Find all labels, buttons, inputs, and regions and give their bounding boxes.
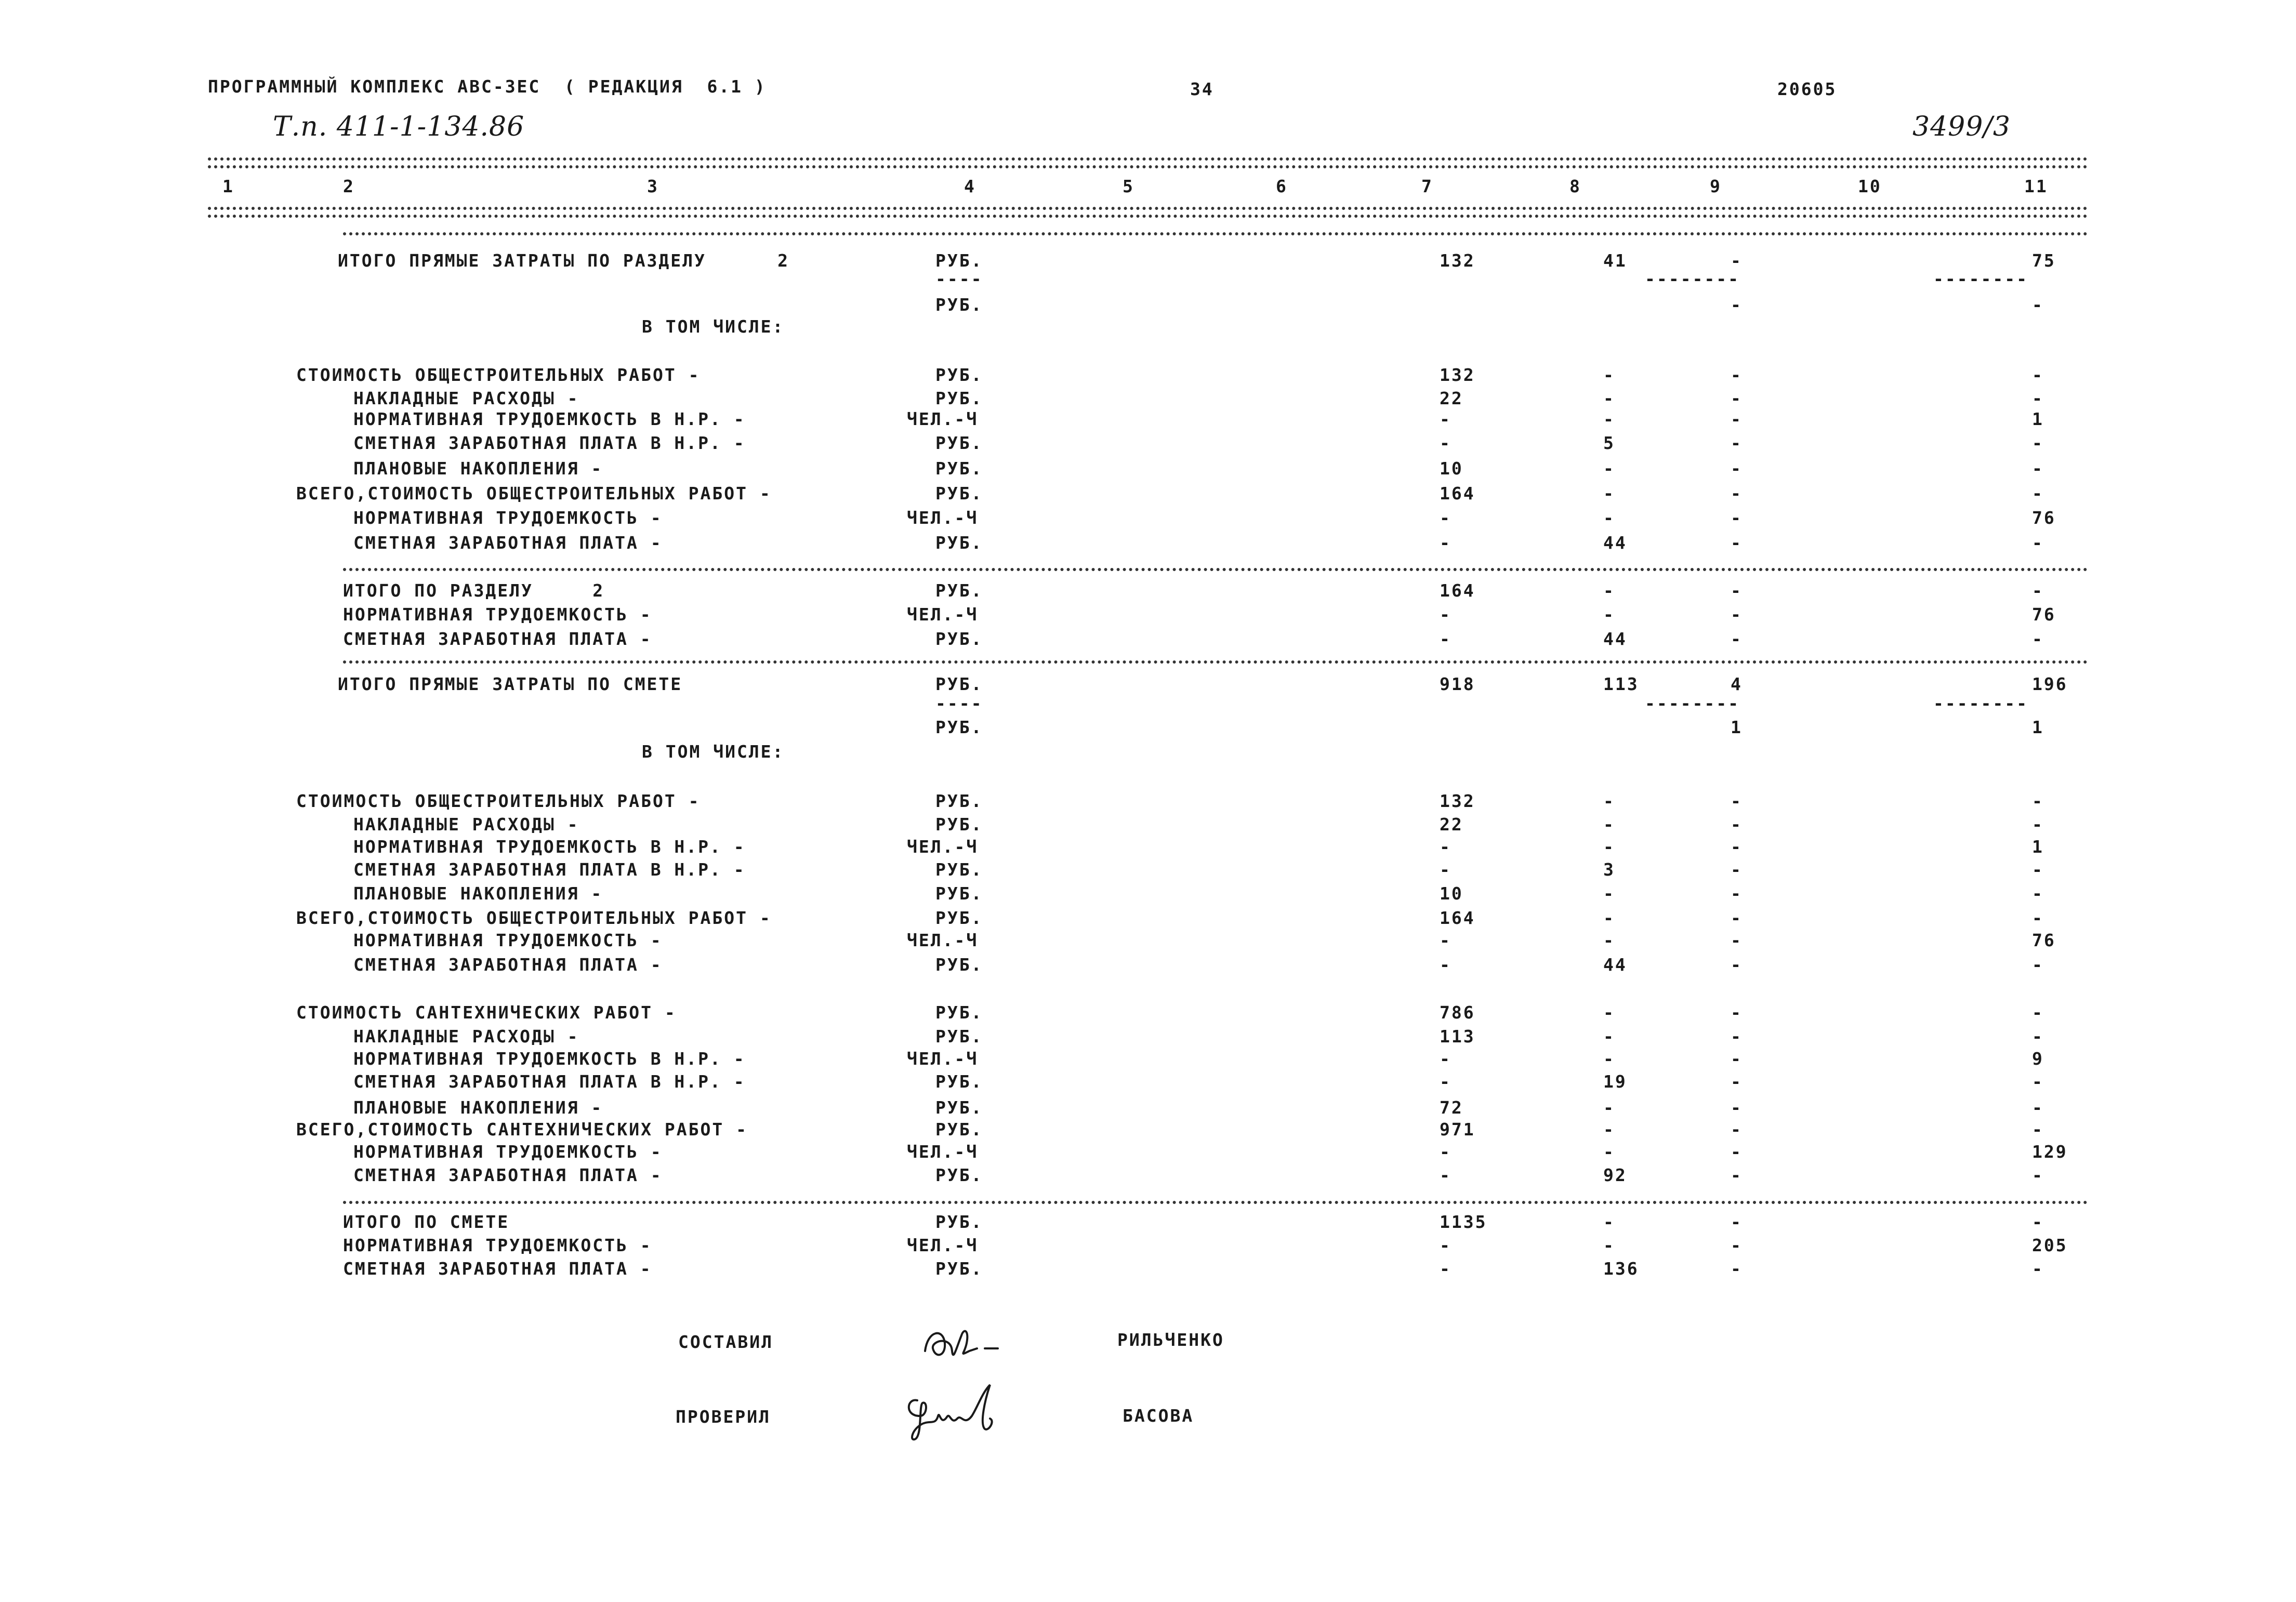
- row-col7-value: 1135: [1440, 1212, 1487, 1232]
- row-col11-value: -: [2032, 629, 2044, 649]
- column-header-1: 1: [222, 176, 234, 196]
- row-col7-value: 164: [1440, 908, 1475, 928]
- row-unit: РУБ.: [935, 791, 983, 811]
- checker-signature: [899, 1380, 1019, 1449]
- row-col9-value: 1: [1731, 717, 1743, 737]
- row-col9-value: -: [1731, 458, 1743, 479]
- row-unit: РУБ.: [935, 1002, 983, 1023]
- row-col9-value: -: [1731, 930, 1743, 950]
- row-col9-value: -: [1731, 883, 1743, 904]
- row-unit: РУБ.: [935, 580, 983, 601]
- row-col7-value: 786: [1440, 1002, 1475, 1023]
- row-col9-value: -: [1731, 533, 1743, 553]
- row-col8-value: 44: [1603, 955, 1627, 975]
- row-col7-value: -: [1440, 930, 1452, 950]
- row-unit: ЧЕЛ.-Ч: [907, 837, 979, 857]
- row-unit: ЧЕЛ.-Ч: [907, 930, 979, 950]
- row-label: ИТОГО ПО СМЕТЕ: [343, 1212, 510, 1232]
- row-col9-value: -: [1731, 604, 1743, 625]
- row-unit: РУБ.: [935, 533, 983, 553]
- row-col9-value: -: [1731, 1002, 1743, 1023]
- row-col11-value: -: [2032, 1097, 2044, 1118]
- row-label: НОРМАТИВНАЯ ТРУДОЕМКОСТЬ В Н.Р. -: [353, 409, 746, 429]
- row-col8-value: -: [1603, 365, 1615, 385]
- row-label: В ТОМ ЧИСЛЕ:: [642, 742, 785, 762]
- row-col7-value: -: [1440, 533, 1452, 553]
- row-col8-value: 113: [1603, 674, 1639, 694]
- row-label: СМЕТНАЯ ЗАРАБОТНАЯ ПЛАТА -: [343, 1259, 652, 1279]
- row-col9-value: -: [1731, 629, 1743, 649]
- row-col8-value: -: [1603, 483, 1615, 504]
- checked-label: ПРОВЕРИЛ: [676, 1407, 771, 1427]
- row-col11-value: 76: [2032, 604, 2056, 625]
- row-col8-value: -: [1603, 388, 1615, 408]
- document-number: 3499/3: [1912, 111, 2011, 142]
- row-col7-value: -: [1440, 604, 1452, 625]
- row-col7-value: 10: [1440, 883, 1463, 904]
- row-col9-value: -: [1731, 433, 1743, 453]
- column-header-5: 5: [1123, 176, 1134, 196]
- row-col9-value: -: [1731, 1071, 1743, 1092]
- row-col7-value: 971: [1440, 1119, 1475, 1140]
- compiler-signature: [920, 1320, 1019, 1369]
- row-unit: РУБ.: [935, 674, 983, 694]
- row-label: СМЕТНАЯ ЗАРАБОТНАЯ ПЛАТА В Н.Р. -: [353, 859, 746, 880]
- row-label: НОРМАТИВНАЯ ТРУДОЕМКОСТЬ -: [343, 1235, 652, 1255]
- row-col9-value: -: [1731, 508, 1743, 528]
- row-col11-value: 1: [2032, 717, 2044, 737]
- row-unit: РУБ.: [935, 250, 983, 271]
- row-col11-value: -: [2032, 295, 2044, 315]
- row-col8-value: 44: [1603, 629, 1627, 649]
- checked-name: БАСОВА: [1123, 1406, 1194, 1426]
- row-col8-value: -: [1603, 1026, 1615, 1047]
- row-col8-value: 19: [1603, 1071, 1627, 1092]
- row-col8-value: -: [1603, 1235, 1615, 1255]
- row-col8-value: -: [1603, 814, 1615, 835]
- row-unit: ЧЕЛ.-Ч: [907, 604, 979, 625]
- row-col7-value: -: [1440, 1165, 1452, 1185]
- header-top-rule-2: [208, 165, 2088, 168]
- row-label: ПЛАНОВЫЕ НАКОПЛЕНИЯ -: [353, 458, 603, 479]
- row-col7-value: 132: [1440, 791, 1475, 811]
- row-col9-value: -: [1731, 1142, 1743, 1162]
- column-header-2: 2: [343, 176, 355, 196]
- row-col8-value: 3: [1603, 859, 1615, 880]
- row-col11-value: -: [2032, 1071, 2044, 1092]
- row-col11-value: 129: [2032, 1142, 2068, 1162]
- row-col11-value: -: [2032, 1002, 2044, 1023]
- row-unit: РУБ.: [935, 883, 983, 904]
- row-label: ИТОГО ПРЯМЫЕ ЗАТРАТЫ ПО СМЕТЕ: [338, 674, 683, 694]
- row-col9-value: -: [1731, 908, 1743, 928]
- row-col11-value: -: [2032, 458, 2044, 479]
- row-unit: РУБ.: [935, 717, 983, 737]
- row-col9-value: -: [1731, 1026, 1743, 1047]
- column-header-10: 10: [1858, 176, 1882, 196]
- row-col8-value: 44: [1603, 533, 1627, 553]
- row-label: НОРМАТИВНАЯ ТРУДОЕМКОСТЬ -: [353, 930, 663, 950]
- row-col7-value: -: [1440, 955, 1452, 975]
- row-col7-value: -: [1440, 1142, 1452, 1162]
- row-unit: РУБ.: [935, 908, 983, 928]
- column-header-7: 7: [1421, 176, 1433, 196]
- row-col9-value: -: [1731, 1259, 1743, 1279]
- row-label: СМЕТНАЯ ЗАРАБОТНАЯ ПЛАТА В Н.Р. -: [353, 433, 746, 453]
- row-col11-value: -: [2032, 908, 2044, 928]
- row-unit: РУБ.: [935, 365, 983, 385]
- row-col8-value: 92: [1603, 1165, 1627, 1185]
- row-label: СМЕТНАЯ ЗАРАБОТНАЯ ПЛАТА -: [353, 533, 663, 553]
- row-col11-value: -: [2032, 580, 2044, 601]
- row-col11-value: 9: [2032, 1049, 2044, 1069]
- compiled-label: СОСТАВИЛ: [678, 1332, 773, 1352]
- row-unit: ЧЕЛ.-Ч: [907, 508, 979, 528]
- row-col7-value: 132: [1440, 250, 1475, 271]
- column-header-6: 6: [1276, 176, 1288, 196]
- row-unit: РУБ.: [935, 814, 983, 835]
- row-col11-value: -: [2032, 533, 2044, 553]
- row-col9-value: -: [1731, 388, 1743, 408]
- column-header-row: [0, 178, 2296, 198]
- column-header-4: 4: [964, 176, 976, 196]
- row-unit: РУБ.: [935, 1071, 983, 1092]
- row-label: НОРМАТИВНАЯ ТРУДОЕМКОСТЬ В Н.Р. -: [353, 837, 746, 857]
- row-col9-value: --------: [1645, 693, 1740, 713]
- row-col11-value: -: [2032, 433, 2044, 453]
- row-col11-value: -: [2032, 955, 2044, 975]
- row-col9-value: -: [1731, 791, 1743, 811]
- row-col11-value: -: [2032, 883, 2044, 904]
- row-label: ИТОГО ПРЯМЫЕ ЗАТРАТЫ ПО РАЗДЕЛУ 2: [338, 250, 789, 271]
- row-col7-value: -: [1440, 508, 1452, 528]
- row-label: СМЕТНАЯ ЗАРАБОТНАЯ ПЛАТА -: [343, 629, 652, 649]
- row-col8-value: -: [1603, 409, 1615, 429]
- row-label: ИТОГО ПО РАЗДЕЛУ 2: [343, 580, 605, 601]
- row-unit: ЧЕЛ.-Ч: [907, 1235, 979, 1255]
- row-col11-value: -: [2032, 814, 2044, 835]
- row-col11-value: 196: [2032, 674, 2068, 694]
- row-label: ВСЕГО,СТОИМОСТЬ ОБЩЕСТРОИТЕЛЬНЫХ РАБОТ -: [296, 483, 772, 504]
- row-col7-value: -: [1440, 409, 1452, 429]
- row-label: НОРМАТИВНАЯ ТРУДОЕМКОСТЬ -: [353, 1142, 663, 1162]
- row-col11-value: --------: [1933, 269, 2028, 289]
- row-label: ПЛАНОВЫЕ НАКОПЛЕНИЯ -: [353, 1097, 603, 1118]
- row-label: СМЕТНАЯ ЗАРАБОТНАЯ ПЛАТА В Н.Р. -: [353, 1071, 746, 1092]
- row-col9-value: -: [1731, 859, 1743, 880]
- row-col9-value: -: [1731, 580, 1743, 601]
- row-label: НОРМАТИВНАЯ ТРУДОЕМКОСТЬ -: [343, 604, 652, 625]
- column-header-9: 9: [1710, 176, 1722, 196]
- row-col9-value: -: [1731, 1212, 1743, 1232]
- document-code: 20605: [1777, 79, 1837, 99]
- row-col7-value: 132: [1440, 365, 1475, 385]
- row-col7-value: -: [1440, 629, 1452, 649]
- section-rule: [343, 568, 2088, 571]
- row-unit: РУБ.: [935, 483, 983, 504]
- row-col11-value: --------: [1933, 693, 2028, 713]
- row-label: В ТОМ ЧИСЛЕ:: [642, 316, 785, 337]
- row-col7-value: -: [1440, 1235, 1452, 1255]
- row-col8-value: -: [1603, 908, 1615, 928]
- row-label: ВСЕГО,СТОИМОСТЬ САНТЕХНИЧЕСКИХ РАБОТ -: [296, 1119, 748, 1140]
- row-col9-value: -: [1731, 295, 1743, 315]
- row-label: ПЛАНОВЫЕ НАКОПЛЕНИЯ -: [353, 883, 603, 904]
- row-col8-value: 5: [1603, 433, 1615, 453]
- row-col8-value: -: [1603, 791, 1615, 811]
- row-unit: ЧЕЛ.-Ч: [907, 1142, 979, 1162]
- row-col7-value: -: [1440, 837, 1452, 857]
- row-col8-value: -: [1603, 1119, 1615, 1140]
- row-label: НАКЛАДНЫЕ РАСХОДЫ -: [353, 814, 579, 835]
- row-col11-value: 76: [2032, 508, 2056, 528]
- row-col9-value: -: [1731, 1235, 1743, 1255]
- row-unit: РУБ.: [935, 1026, 983, 1047]
- row-col7-value: 72: [1440, 1097, 1463, 1118]
- row-col8-value: -: [1603, 1049, 1615, 1069]
- row-label: НОРМАТИВНАЯ ТРУДОЕМКОСТЬ -: [353, 508, 663, 528]
- row-col9-value: -: [1731, 814, 1743, 835]
- row-col8-value: -: [1603, 508, 1615, 528]
- row-col7-value: -: [1440, 1259, 1452, 1279]
- row-col11-value: 76: [2032, 930, 2056, 950]
- row-col11-value: -: [2032, 483, 2044, 504]
- row-unit: РУБ.: [935, 1097, 983, 1118]
- row-label: НАКЛАДНЫЕ РАСХОДЫ -: [353, 1026, 579, 1047]
- row-col9-value: -: [1731, 483, 1743, 504]
- row-col11-value: -: [2032, 1212, 2044, 1232]
- row-unit: РУБ.: [935, 458, 983, 479]
- row-col9-value: -: [1731, 1119, 1743, 1140]
- row-col8-value: -: [1603, 458, 1615, 479]
- compiled-name: РИЛЬЧЕНКО: [1117, 1330, 1224, 1350]
- row-label: СМЕТНАЯ ЗАРАБОТНАЯ ПЛАТА -: [353, 955, 663, 975]
- row-col11-value: 75: [2032, 250, 2056, 271]
- row-col9-value: -: [1731, 1097, 1743, 1118]
- row-col9-value: -: [1731, 837, 1743, 857]
- row-col9-value: -: [1731, 365, 1743, 385]
- row-label: СТОИМОСТЬ ОБЩЕСТРОИТЕЛЬНЫХ РАБОТ -: [296, 791, 701, 811]
- row-col11-value: -: [2032, 1259, 2044, 1279]
- row-col9-value: -: [1731, 955, 1743, 975]
- row-col8-value: -: [1603, 1142, 1615, 1162]
- row-unit: РУБ.: [935, 1212, 983, 1232]
- column-header-3: 3: [647, 176, 659, 196]
- row-col11-value: 205: [2032, 1235, 2068, 1255]
- row-col11-value: -: [2032, 859, 2044, 880]
- row-col11-value: -: [2032, 388, 2044, 408]
- row-col8-value: -: [1603, 1212, 1615, 1232]
- row-col9-value: -: [1731, 250, 1743, 271]
- row-col8-value: -: [1603, 604, 1615, 625]
- section-rule: [343, 1201, 2088, 1204]
- row-col9-value: -: [1731, 1165, 1743, 1185]
- row-unit: РУБ.: [935, 388, 983, 408]
- row-unit: РУБ.: [935, 295, 983, 315]
- row-col7-value: 22: [1440, 814, 1463, 835]
- row-col8-value: 41: [1603, 250, 1627, 271]
- row-label: ВСЕГО,СТОИМОСТЬ ОБЩЕСТРОИТЕЛЬНЫХ РАБОТ -: [296, 908, 772, 928]
- row-col11-value: -: [2032, 365, 2044, 385]
- row-col7-value: -: [1440, 859, 1452, 880]
- row-col8-value: -: [1603, 837, 1615, 857]
- row-col7-value: 164: [1440, 580, 1475, 601]
- row-col8-value: -: [1603, 1002, 1615, 1023]
- row-unit: ЧЕЛ.-Ч: [907, 409, 979, 429]
- row-col7-value: 918: [1440, 674, 1475, 694]
- row-col8-value: -: [1603, 883, 1615, 904]
- row-unit: РУБ.: [935, 955, 983, 975]
- row-col9-value: --------: [1645, 269, 1740, 289]
- header-bottom-rule: [208, 207, 2088, 210]
- row-col11-value: -: [2032, 1119, 2044, 1140]
- program-title: ПРОГРАММНЫЙ КОМПЛЕКС АВС-ЗЕС ( РЕДАКЦИЯ 6.1 ): [208, 76, 767, 97]
- row-col8-value: -: [1603, 930, 1615, 950]
- row-unit: ЧЕЛ.-Ч: [907, 1049, 979, 1069]
- row-label: СТОИМОСТЬ ОБЩЕСТРОИТЕЛЬНЫХ РАБОТ -: [296, 365, 701, 385]
- row-label: НАКЛАДНЫЕ РАСХОДЫ -: [353, 388, 579, 408]
- row-unit: РУБ.: [935, 1165, 983, 1185]
- row-label: СТОИМОСТЬ САНТЕХНИЧЕСКИХ РАБОТ -: [296, 1002, 677, 1023]
- row-unit: РУБ.: [935, 433, 983, 453]
- section-rule: [343, 660, 2088, 664]
- row-col9-value: -: [1731, 409, 1743, 429]
- header-top-rule: [208, 157, 2088, 161]
- row-col11-value: 1: [2032, 837, 2044, 857]
- row-col8-value: 136: [1603, 1259, 1639, 1279]
- header-bottom-rule-2: [208, 215, 2088, 218]
- row-col7-value: -: [1440, 1049, 1452, 1069]
- row-col7-value: -: [1440, 433, 1452, 453]
- row-col7-value: 164: [1440, 483, 1475, 504]
- row-col9-value: 4: [1731, 674, 1743, 694]
- row-label: СМЕТНАЯ ЗАРАБОТНАЯ ПЛАТА -: [353, 1165, 663, 1185]
- row-col7-value: 10: [1440, 458, 1463, 479]
- row-unit: ----: [935, 693, 983, 713]
- row-col11-value: 1: [2032, 409, 2044, 429]
- row-unit: РУБ.: [935, 629, 983, 649]
- column-header-8: 8: [1569, 176, 1581, 196]
- row-unit: ----: [935, 269, 983, 289]
- row-col11-value: -: [2032, 1165, 2044, 1185]
- column-header-11: 11: [2024, 176, 2048, 196]
- row-col8-value: -: [1603, 1097, 1615, 1118]
- row-unit: РУБ.: [935, 1259, 983, 1279]
- row-col7-value: 113: [1440, 1026, 1475, 1047]
- row-col7-value: 22: [1440, 388, 1463, 408]
- row-col7-value: -: [1440, 1071, 1452, 1092]
- row-col11-value: -: [2032, 1026, 2044, 1047]
- row-unit: РУБ.: [935, 1119, 983, 1140]
- document-reference: Т.п. 411-1-134.86: [273, 111, 525, 142]
- row-unit: РУБ.: [935, 859, 983, 880]
- row-label: НОРМАТИВНАЯ ТРУДОЕМКОСТЬ В Н.Р. -: [353, 1049, 746, 1069]
- row-col8-value: -: [1603, 580, 1615, 601]
- row-col9-value: -: [1731, 1049, 1743, 1069]
- row-col11-value: -: [2032, 791, 2044, 811]
- section-rule: [343, 232, 2088, 235]
- page-number: 34: [1190, 79, 1214, 99]
